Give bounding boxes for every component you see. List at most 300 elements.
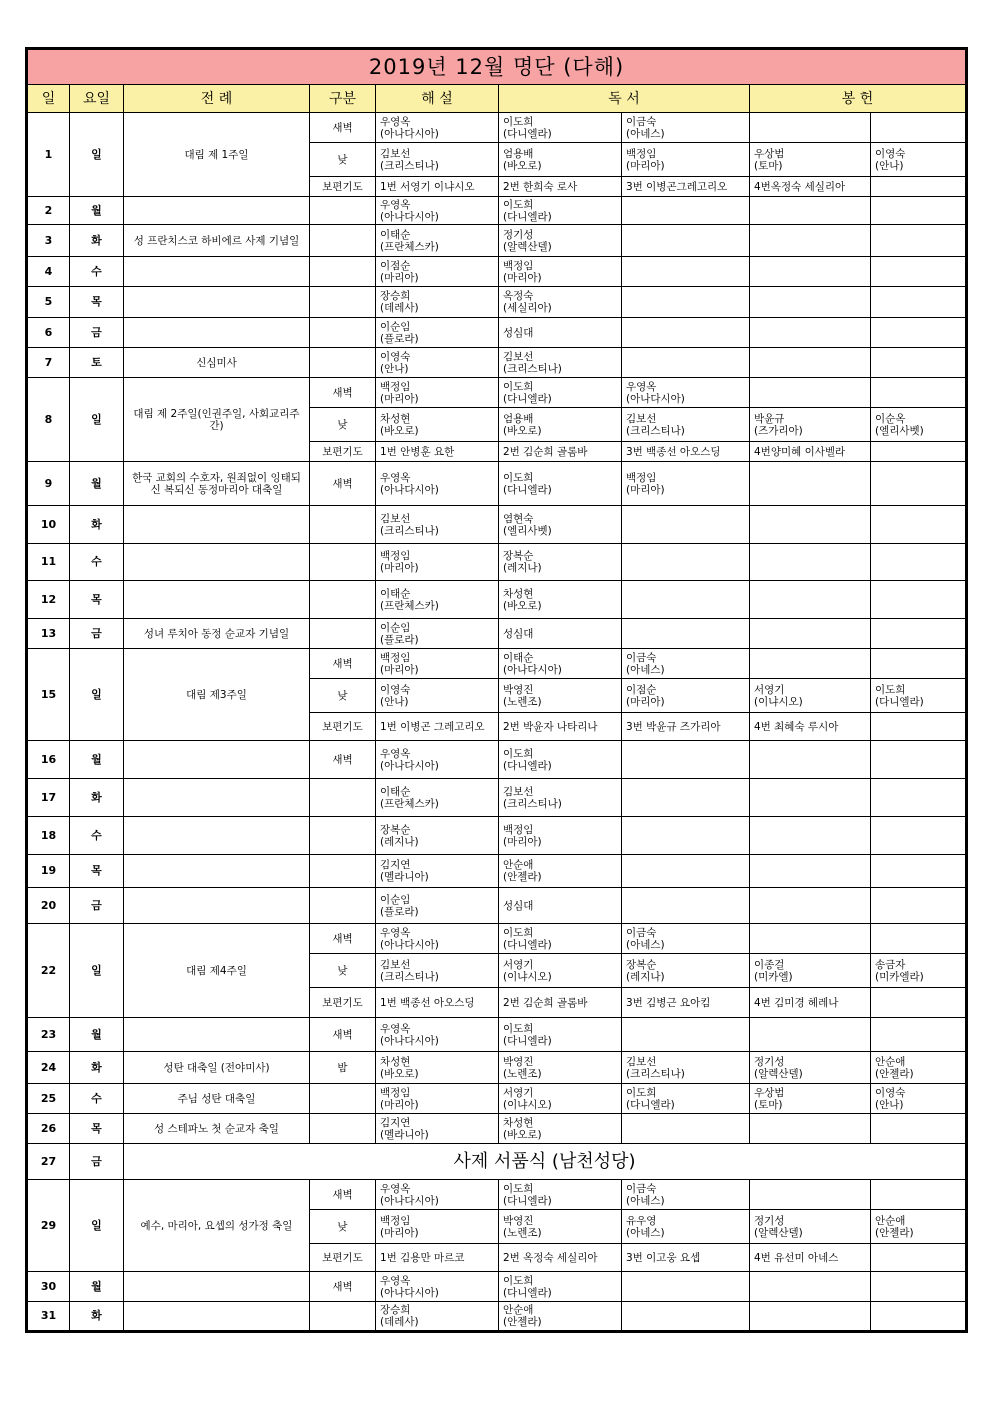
division-cell [310, 581, 376, 619]
commentary-cell [376, 1272, 499, 1302]
name-line: 1번 안병훈 요한 [380, 445, 455, 458]
offering-cell [871, 1210, 967, 1244]
division-cell: 낮 [310, 1210, 376, 1244]
weekday-cell: 일 [70, 924, 124, 1018]
name-line: 안순애 [875, 1214, 906, 1227]
name-line: 김보선 [626, 412, 657, 425]
offering-cell [871, 408, 967, 442]
commentary-cell [376, 113, 499, 143]
name-line: (엘리사벳) [503, 524, 552, 537]
header-division: 구분 [310, 85, 376, 113]
name-line: (마리아) [503, 271, 542, 284]
name-line: 우영옥 [380, 1182, 411, 1195]
name-line: (아나다시아) [503, 663, 562, 676]
name-line: 이도희 [503, 747, 534, 760]
name-line: 이영숙 [380, 683, 411, 696]
header-reading: 독 서 [499, 85, 750, 113]
name-line: 이태순 [380, 587, 411, 600]
name-line: 백정임 [380, 380, 411, 393]
reading-cell [622, 1244, 750, 1272]
name-line: (아나다시아) [380, 127, 439, 140]
offering-cell [750, 1302, 871, 1332]
liturgy-cell: 대림 제4주일 [124, 924, 310, 1018]
name-line: (안나) [875, 1098, 904, 1111]
offering-cell [750, 855, 871, 888]
weekday-cell: 수 [70, 544, 124, 581]
name-line: 송금자 [875, 958, 906, 971]
offering-cell [750, 378, 871, 408]
offering-cell [871, 713, 967, 741]
commentary-cell [376, 506, 499, 544]
reading-cell [622, 1180, 750, 1210]
name-line: 우영옥 [380, 115, 411, 128]
commentary-cell [376, 1180, 499, 1210]
division-cell [310, 817, 376, 855]
name-line: (안나) [875, 159, 904, 172]
liturgy-cell: 성녀 루치아 동정 순교자 기념일 [124, 619, 310, 649]
reading-cell [499, 1084, 622, 1114]
name-line: 3번 김병근 요아킴 [626, 996, 711, 1009]
division-cell [310, 257, 376, 287]
name-line: (노렌조) [503, 1226, 542, 1239]
reading-cell [622, 348, 750, 378]
day-cell: 26 [27, 1114, 70, 1144]
weekday-cell: 목 [70, 855, 124, 888]
liturgy-cell [124, 581, 310, 619]
name-line: (아네스) [626, 663, 665, 676]
weekday-cell: 화 [70, 1052, 124, 1084]
weekday-cell: 월 [70, 462, 124, 506]
name-line: 염현숙 [503, 512, 534, 525]
offering-cell [750, 924, 871, 954]
name-line: 이도희 [503, 1182, 534, 1195]
offering-cell [871, 1272, 967, 1302]
reading-cell [499, 954, 622, 988]
name-line: 김보선 [380, 512, 411, 525]
division-cell [310, 1114, 376, 1144]
name-line: (안나) [380, 695, 409, 708]
liturgy-cell [124, 1272, 310, 1302]
offering-cell [750, 1180, 871, 1210]
name-line: (크리스티나) [626, 424, 685, 437]
name-line: 성심대 [503, 899, 534, 912]
day-cell: 18 [27, 817, 70, 855]
name-line: (크리스티나) [380, 970, 439, 983]
liturgy-cell [124, 506, 310, 544]
name-line: 김지연 [380, 1116, 411, 1129]
division-cell: 낮 [310, 143, 376, 177]
division-cell: 새벽 [310, 113, 376, 143]
name-line: 2번 김순희 골롬바 [503, 445, 588, 458]
name-line: 이순임 [380, 621, 411, 634]
table-row [27, 197, 967, 225]
reading-cell [499, 988, 622, 1018]
offering-cell [750, 143, 871, 177]
table-row [27, 1114, 967, 1144]
offering-cell [750, 888, 871, 924]
liturgy-cell: 대림 제 2주일(인권주일, 사회교리주간) [124, 378, 310, 462]
reading-cell [622, 257, 750, 287]
name-line: 장승희 [380, 1304, 411, 1316]
division-cell: 보편기도 [310, 988, 376, 1018]
commentary-cell [376, 318, 499, 348]
commentary-cell [376, 348, 499, 378]
table-row [27, 318, 967, 348]
name-line: (크리스티나) [503, 797, 562, 810]
reading-cell [622, 1210, 750, 1244]
name-line: (프란체스카) [380, 797, 439, 810]
name-line: (엘리사벳) [875, 424, 924, 437]
name-line: (노렌조) [503, 1067, 542, 1080]
name-line: 이금숙 [626, 651, 657, 664]
division-cell: 새벽 [310, 1018, 376, 1052]
name-line: 박영진 [503, 1214, 534, 1227]
reading-cell [622, 1018, 750, 1052]
name-line: (다니엘라) [626, 1098, 675, 1111]
reading-cell [499, 318, 622, 348]
reading-cell [622, 817, 750, 855]
name-line: 백정임 [626, 147, 657, 160]
name-line: (토마) [754, 1098, 783, 1111]
day-cell: 23 [27, 1018, 70, 1052]
name-line: (바오로) [503, 424, 542, 437]
offering-cell [871, 348, 967, 378]
reading-cell [622, 113, 750, 143]
division-cell [310, 619, 376, 649]
reading-cell [622, 318, 750, 348]
weekday-cell: 금 [70, 1144, 124, 1180]
name-line: 박영진 [503, 1055, 534, 1068]
offering-cell [750, 817, 871, 855]
commentary-cell [376, 619, 499, 649]
reading-cell [622, 1052, 750, 1084]
name-line: 3번 박윤규 즈가리아 [626, 720, 721, 733]
day-cell: 19 [27, 855, 70, 888]
commentary-cell [376, 442, 499, 462]
table-row [27, 741, 967, 779]
offering-cell [871, 442, 967, 462]
reading-cell [499, 713, 622, 741]
division-cell: 낮 [310, 954, 376, 988]
name-line: 이점순 [626, 683, 657, 696]
commentary-cell [376, 954, 499, 988]
name-line: 4번옥정숙 세실리아 [754, 180, 846, 193]
division-cell [310, 506, 376, 544]
weekday-cell: 수 [70, 257, 124, 287]
offering-cell [750, 1114, 871, 1144]
name-line: 장복순 [380, 823, 411, 836]
offering-cell [871, 679, 967, 713]
reading-cell [499, 1018, 622, 1052]
reading-cell [622, 1084, 750, 1114]
name-line: 이태순 [380, 785, 411, 798]
name-line: (크리스티나) [380, 159, 439, 172]
name-line: (바오로) [380, 424, 419, 437]
name-line: (다니엘라) [503, 483, 552, 496]
day-cell: 20 [27, 888, 70, 924]
roster-sheet [25, 47, 965, 1333]
day-cell: 27 [27, 1144, 70, 1180]
reading-cell [622, 1302, 750, 1332]
commentary-cell [376, 257, 499, 287]
name-line: 성심대 [503, 627, 534, 640]
weekday-cell: 일 [70, 649, 124, 741]
reading-cell [622, 779, 750, 817]
liturgy-cell [124, 741, 310, 779]
division-cell [310, 544, 376, 581]
name-line: (마리아) [626, 483, 665, 496]
name-line: 성심대 [503, 326, 534, 339]
division-cell: 새벽 [310, 1180, 376, 1210]
name-line: (이냐시오) [754, 695, 803, 708]
weekday-cell: 월 [70, 1018, 124, 1052]
commentary-cell [376, 741, 499, 779]
reading-cell [622, 924, 750, 954]
name-line: (아나다시아) [380, 210, 439, 223]
name-line: (안나) [380, 362, 409, 375]
name-line: 우상범 [754, 1086, 785, 1099]
name-line: 이금숙 [626, 926, 657, 939]
table-row [27, 225, 967, 257]
weekday-cell: 금 [70, 318, 124, 348]
reading-cell [622, 713, 750, 741]
reading-cell [499, 1302, 622, 1332]
day-cell: 8 [27, 378, 70, 462]
table-row [27, 619, 967, 649]
name-line: (노렌조) [503, 695, 542, 708]
name-line: 장복순 [503, 550, 534, 562]
name-line: 이도희 [503, 1022, 534, 1035]
name-line: 4번양미혜 이사벨라 [754, 445, 846, 458]
name-line: (다니엘라) [503, 938, 552, 951]
roster-body [27, 113, 967, 1332]
name-line: 2번 옥정숙 세실리아 [503, 1251, 598, 1264]
offering-cell [750, 1018, 871, 1052]
division-cell: 새벽 [310, 924, 376, 954]
offering-cell [750, 177, 871, 197]
name-line: 박윤규 [754, 412, 785, 425]
weekday-cell: 화 [70, 779, 124, 817]
header-day: 일 [27, 85, 70, 113]
day-cell: 10 [27, 506, 70, 544]
table-row [27, 1302, 967, 1332]
offering-cell [750, 1052, 871, 1084]
name-line: (레지나) [380, 835, 419, 848]
name-line: 이태순 [380, 228, 411, 241]
table-row [27, 1052, 967, 1084]
day-cell: 6 [27, 318, 70, 348]
name-line: (아나다시아) [626, 392, 685, 405]
name-line: 1번 이병곤 그레고리오 [380, 720, 485, 733]
reading-cell [622, 649, 750, 679]
reading-cell [499, 1244, 622, 1272]
offering-cell [871, 817, 967, 855]
name-line: (아나다시아) [380, 759, 439, 772]
offering-cell [871, 888, 967, 924]
day-cell: 11 [27, 544, 70, 581]
commentary-cell [376, 1302, 499, 1332]
offering-cell [750, 581, 871, 619]
division-cell: 보편기도 [310, 442, 376, 462]
commentary-cell [376, 197, 499, 225]
table-row [27, 1180, 967, 1210]
name-line: (레지나) [626, 970, 665, 983]
offering-cell [871, 318, 967, 348]
name-line: 1번 서영기 이냐시오 [380, 180, 475, 193]
name-line: (마리아) [380, 1098, 419, 1111]
reading-cell [499, 257, 622, 287]
division-cell: 보편기도 [310, 1244, 376, 1272]
name-line: (플로라) [380, 633, 419, 646]
offering-cell [750, 1244, 871, 1272]
liturgy-cell [124, 1302, 310, 1332]
reading-cell [499, 177, 622, 197]
offering-cell [871, 1018, 967, 1052]
header-weekday: 요일 [70, 85, 124, 113]
offering-cell [871, 1084, 967, 1114]
liturgy-cell [124, 318, 310, 348]
offering-cell [750, 506, 871, 544]
offering-cell [871, 225, 967, 257]
name-line: 이금숙 [626, 1182, 657, 1195]
name-line: 이도희 [503, 198, 534, 211]
liturgy-cell: 대림 제3주일 [124, 649, 310, 741]
name-line: 엄용배 [503, 147, 534, 160]
event-banner: 사제 서품식 (남천성당) [124, 1144, 967, 1180]
name-line: 4번 유선미 아네스 [754, 1251, 839, 1264]
commentary-cell [376, 779, 499, 817]
table-row [27, 924, 967, 954]
offering-cell [871, 988, 967, 1018]
commentary-cell [376, 924, 499, 954]
table-row [27, 581, 967, 619]
division-cell [310, 287, 376, 318]
commentary-cell [376, 462, 499, 506]
reading-cell [499, 1210, 622, 1244]
name-line: (바오로) [503, 1128, 542, 1141]
offering-cell [871, 649, 967, 679]
division-cell: 밤 [310, 1052, 376, 1084]
name-line: (데레사) [380, 302, 419, 314]
header-liturgy: 전 례 [124, 85, 310, 113]
name-line: (크리스티나) [626, 1067, 685, 1080]
weekday-cell: 월 [70, 197, 124, 225]
offering-cell [871, 287, 967, 318]
reading-cell [499, 779, 622, 817]
liturgy-cell [124, 544, 310, 581]
name-line: (마리아) [380, 392, 419, 405]
name-line: 백정임 [503, 823, 534, 836]
name-line: (아네스) [626, 938, 665, 951]
reading-cell [499, 581, 622, 619]
commentary-cell [376, 287, 499, 318]
reading-cell [499, 1052, 622, 1084]
reading-cell [499, 408, 622, 442]
name-line: (이냐시오) [503, 1098, 552, 1111]
name-line: 우영옥 [380, 1274, 411, 1287]
reading-cell [499, 649, 622, 679]
division-cell [310, 225, 376, 257]
reading-cell [622, 177, 750, 197]
name-line: 차성현 [503, 587, 534, 600]
offering-cell [871, 855, 967, 888]
reading-cell [499, 348, 622, 378]
name-line: (다니엘라) [503, 127, 552, 140]
commentary-cell [376, 679, 499, 713]
table-row [27, 1272, 967, 1302]
liturgy-cell: 성 프란치스코 하비에르 사제 기념일 [124, 225, 310, 257]
name-line: 이종걸 [754, 958, 785, 971]
day-cell: 3 [27, 225, 70, 257]
table-row [27, 348, 967, 378]
name-line: 서영기 [503, 958, 534, 971]
name-line: 2번 박윤자 나타리나 [503, 720, 598, 733]
liturgy-cell [124, 779, 310, 817]
table-row [27, 855, 967, 888]
offering-cell [750, 408, 871, 442]
division-cell [310, 888, 376, 924]
day-cell: 12 [27, 581, 70, 619]
name-line: (안젤라) [503, 871, 542, 883]
offering-cell [871, 506, 967, 544]
name-line: (프란체스카) [380, 240, 439, 253]
name-line: 이도희 [626, 1086, 657, 1099]
commentary-cell [376, 1084, 499, 1114]
offering-cell [871, 954, 967, 988]
name-line: 이태순 [503, 651, 534, 664]
division-cell: 새벽 [310, 1272, 376, 1302]
weekday-cell: 목 [70, 581, 124, 619]
weekday-cell: 일 [70, 378, 124, 462]
weekday-cell: 일 [70, 1180, 124, 1272]
offering-cell [750, 779, 871, 817]
reading-cell [499, 462, 622, 506]
name-line: 이도희 [503, 115, 534, 128]
reading-cell [499, 741, 622, 779]
name-line: (토마) [754, 159, 783, 172]
offering-cell [871, 741, 967, 779]
offering-cell [750, 954, 871, 988]
name-line: (마리아) [380, 562, 419, 574]
name-line: (마리아) [503, 835, 542, 848]
offering-cell [871, 924, 967, 954]
day-cell: 25 [27, 1084, 70, 1114]
name-line: (마리아) [380, 271, 419, 284]
weekday-cell: 화 [70, 225, 124, 257]
name-line: (다니엘라) [503, 1034, 552, 1047]
offering-cell [871, 581, 967, 619]
reading-cell [622, 442, 750, 462]
name-line: 3번 이병곤그레고리오 [626, 180, 728, 193]
reading-cell [499, 544, 622, 581]
commentary-cell [376, 544, 499, 581]
liturgy-cell [124, 855, 310, 888]
weekday-cell: 목 [70, 287, 124, 318]
name-line: 정기성 [503, 228, 534, 241]
name-line: 김보선 [503, 785, 534, 798]
name-line: 김지연 [380, 859, 411, 871]
name-line: (안젤라) [503, 1316, 542, 1328]
name-line: 서영기 [754, 683, 785, 696]
table-row [27, 257, 967, 287]
reading-cell [622, 225, 750, 257]
offering-cell [750, 225, 871, 257]
reading-cell [622, 1114, 750, 1144]
name-line: 정기성 [754, 1214, 785, 1227]
day-cell: 24 [27, 1052, 70, 1084]
day-cell: 2 [27, 197, 70, 225]
reading-cell [622, 287, 750, 318]
